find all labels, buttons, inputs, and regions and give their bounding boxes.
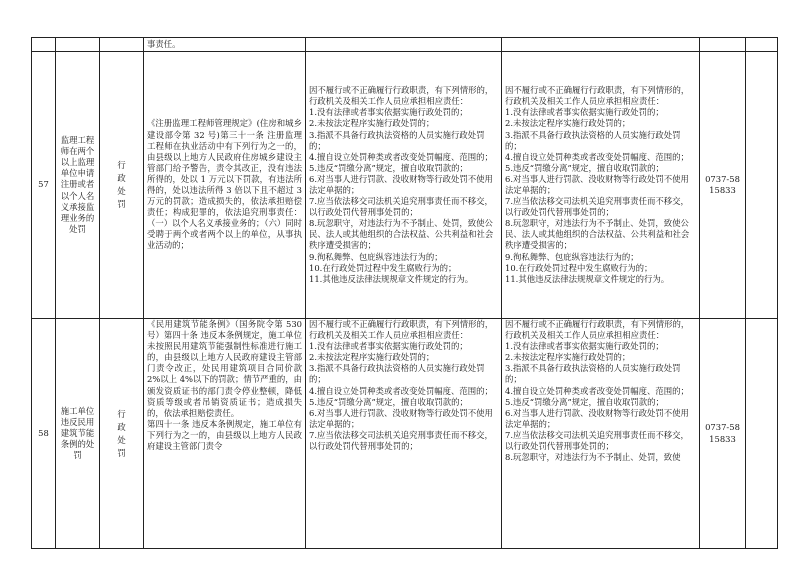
list-item: 9.徇私舞弊、包庇纵容违法行为的； [505,251,639,262]
list-item: 6.对当事人进行罚款、没收财物等行政处罚不使用法定单据的； [309,407,493,429]
list-item: 因不履行或不正确履行行政职责，有下列情形的，行政机关及相关工作人员应承担相应责任： [505,85,690,107]
item-category: 行政处罚 [100,319,144,549]
table-row [32,319,778,549]
list-item: 5.违反“罚缴分离”规定，擅自收取罚款的； [309,162,468,173]
list-item: 7.应当依法移交司法机关追究刑事责任而不移交，以行政处罚代替刑事处罚的； [505,196,689,218]
cell-basis-tail: 事责任。 [144,38,306,52]
list-item: 5.违反“罚缴分离”规定，擅自收取罚款的； [505,162,664,173]
list-item: 5.违反“罚缴分离”规定，擅自收取罚款的； [505,396,664,407]
contact-phone: 0737-58 15833 [700,52,746,319]
row-number: 58 [32,319,56,549]
list-item: 3.指派不具备行政执法资格的人员实施行政处罚的； [505,363,681,385]
duty-list [502,319,700,549]
list-item: 3.指派不具备行政执法资格的人员实施行政处罚的； [309,129,485,151]
cell-duty [502,38,700,52]
list-item: 8.玩忽职守，对违法行为不予制止、处罚，致使 [505,452,681,463]
item-name: 施工单位违反民用建筑节能条例的处罚 [56,319,100,549]
responsibility-list [306,52,502,319]
item-category: 行政处罚 [100,52,144,319]
list-item: 1.没有法律或者事实依据实施行政处罚的； [505,107,664,118]
list-item: 6.对当事人进行罚款、没收财物等行政处罚不使用法定单据的； [309,173,493,195]
list-item: 4.擅自设立处罚种类或者改变处罚幅度、范围的； [505,385,689,396]
list-item: 2.未按法定程序实施行政处罚的； [309,352,435,363]
basis-paragraph: 《注册监理工程师管理规定》(住房和城乡建设部令第 32 号)第三十一条 注册监理工程师在执业活动中有下列行为之一的，由县级以上地方人民政府住房城乡建设主管部门给予警告，责令其改正，没有违法所得的，处以 1 万元以下罚款，有违法所得的，处以违法所得 3 倍以下且不超过 3 万元的罚款；造成损失的，依法承担赔偿责任；构成犯罪的，依法追究刑事责任：（一）以个人名义承接业务的；（六）同时受聘于两个或者两个以上的单位，从事执业活动的； [147,118,302,251]
list-item: 1.没有法律或者事实依据实施行政处罚的； [505,341,664,352]
list-item: 3.指派不具备行政执法资格的人员实施行政处罚的； [505,129,681,151]
list-item: 11.其他违反法律法规规章文件规定的行为。 [505,273,670,284]
list-item: 1.没有法律或者事实依据实施行政处罚的； [309,107,468,118]
basis-paragraph: 第四十一条 违反本条例规定，施工单位有下列行为之一的，由县级以上地方人民政府建设主管部门责令 [147,418,302,452]
cell-name [56,38,100,52]
list-item: 6.对当事人进行罚款、没收财物等行政处罚不使用法定单据的； [505,407,689,429]
contact-phone: 0737-58 15833 [700,319,746,549]
powers-table [31,37,778,549]
cell-phone [700,38,746,52]
table-row-continued [32,38,778,52]
legal-basis [144,52,306,319]
list-item: 7.应当依法移交司法机关追究刑事责任而不移交，以行政处罚代替刑事处罚的； [505,429,689,452]
list-item: 7.应当依法移交司法机关追究刑事责任而不移交，以行政处罚代替刑事处罚的； [309,429,493,452]
list-item: 4.擅自设立处罚种类或者改变处罚幅度、范围的； [309,385,493,396]
list-item: 3.指派不具备行政执法资格的人员实施行政处罚的； [309,363,485,385]
list-item: 8.玩忽职守，对违法行为不予制止、处罚，致使公民、法人或其他组织的合法权益、公共利益和社会秩序遭受损害的； [309,218,494,251]
list-item: 7.应当依法移交司法机关追究刑事责任而不移交，以行政处罚代替刑事处罚的； [309,196,493,218]
list-item: 11.其他违反法律法规规章文件规定的行为。 [309,273,474,284]
list-item: 因不履行或不正确履行行政职责，有下列情形的，行政机关及相关工作人员应承担相应责任： [505,319,690,341]
basis-paragraph: 《民用建筑节能条例》（国务院令第 530 号）第四十条 违反本条例规定，施工单位未按照民用建筑节能强制性标准进行施工的，由县级以上地方人民政府建设主管部门责令改正，处民用建筑项目合同价款 2%以上 4%以下的罚款；情节严重的，由颁发资质证书的部门责令停业整顿，降低资质等级或者吊销资质证书；造成损失的，依法承担赔偿责任。 [147,319,302,418]
list-item: 6.对当事人进行罚款、没收财物等行政处罚不使用法定单据的； [505,173,689,195]
list-item: 因不履行或不正确履行行政职责，有下列情形的，行政机关及相关工作人员应承担相应责任： [309,85,494,107]
list-item: 4.擅自设立处罚种类或者改变处罚幅度、范围的； [505,151,689,162]
list-item: 因不履行或不正确履行行政职责，有下列情形的，行政机关及相关工作人员应承担相应责任： [309,319,494,341]
list-item: 10.在行政处罚过程中发生腐败行为的； [505,262,653,273]
cell-note [746,38,778,52]
cell-category [100,38,144,52]
cell-no [32,38,56,52]
list-item: 1.没有法律或者事实依据实施行政处罚的； [309,341,468,352]
list-item: 8.玩忽职守，对违法行为不予制止、处罚，致使公民、法人或其他组织的合法权益、公共利益和社会秩序遭受损害的； [505,218,690,251]
item-name: 监理工程师在两个以上监理单位申请注册或者以个人名义承接监理业务的处罚 [56,52,100,319]
list-item: 2.未按法定程序实施行政处罚的； [505,118,631,129]
cell-note [746,52,778,319]
list-item: 5.违反“罚缴分离”规定，擅自收取罚款的； [309,396,468,407]
cell-note [746,319,778,549]
legal-basis [144,319,306,549]
cell-responsibility [306,38,502,52]
list-item: 4.擅自设立处罚种类或者改变处罚幅度、范围的； [309,151,493,162]
table-row [32,52,778,319]
row-number: 57 [32,52,56,319]
list-item: 9.徇私舞弊、包庇纵容违法行为的； [309,251,443,262]
list-item: 10.在行政处罚过程中发生腐败行为的； [309,262,457,273]
responsibility-list [306,319,502,549]
list-item: 2.未按法定程序实施行政处罚的； [505,352,631,363]
list-item: 2.未按法定程序实施行政处罚的； [309,118,435,129]
duty-list [502,52,700,319]
